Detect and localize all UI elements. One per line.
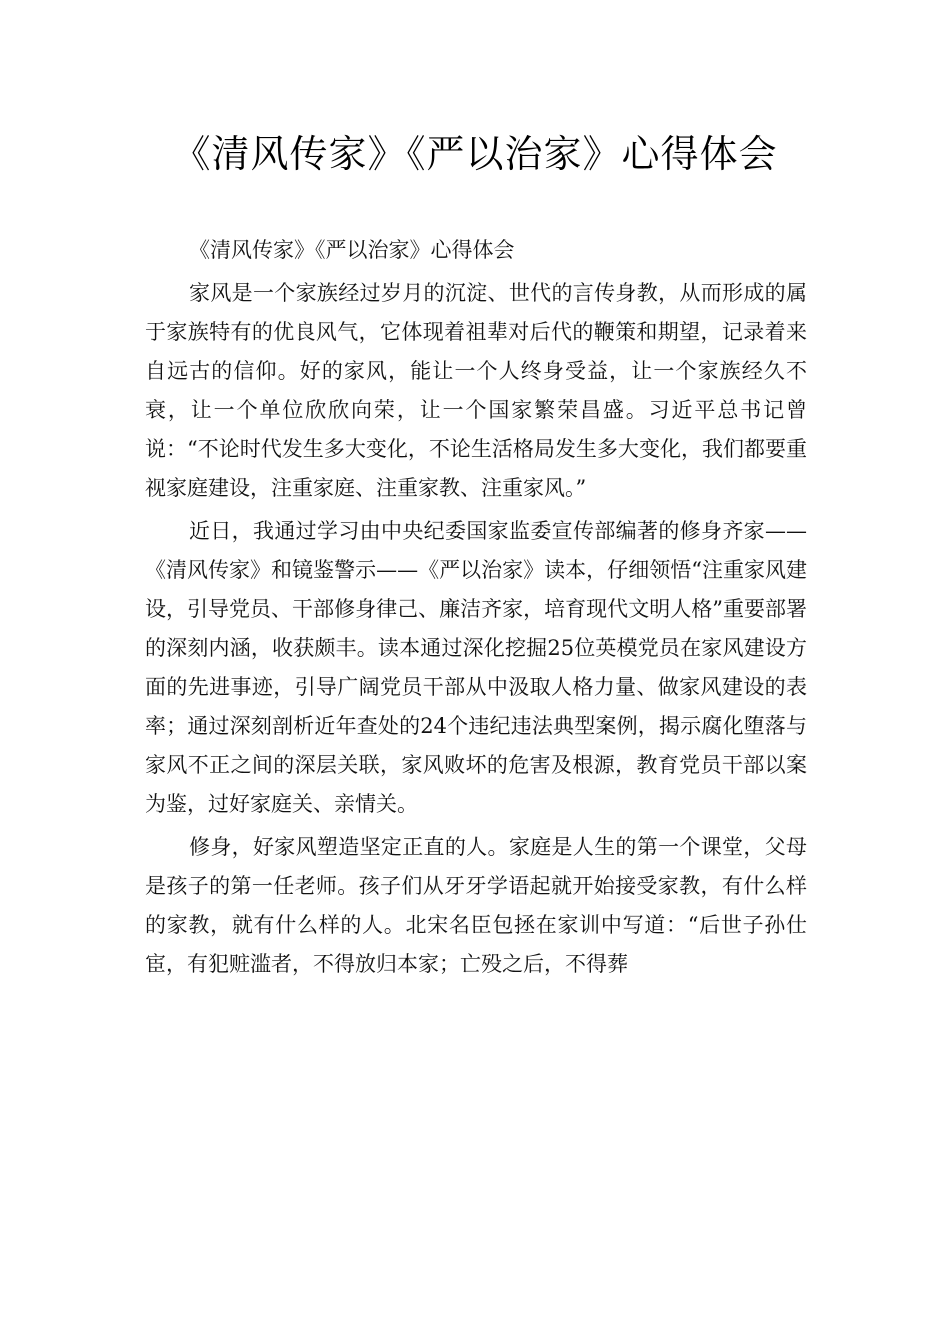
paragraph-study-readers: 近日，我通过学习由中央纪委国家监委宣传部编著的修身齐家——《清风传家》和镜鉴警示——《严以治家》读本，仔细领悟“注重家风建设，引导党员、干部修身律己、廉洁齐家，培育现代文明人格”重要部署的深刻内涵，收获颇丰。读本通过深化挖掘25位英模党员在家风建设方面的先进事迹，引导广阔党员干部从中汲取人格力量、做家风建设的表率；通过深刻剖析近年查处的24个违纪违法典型案例，揭示腐化堕落与家风不正之间的深层关联，家风败坏的危害及根源，教育党员干部以案为鉴，过好家庭关、亲情关。 xyxy=(145,519,807,816)
document-subtitle: 《清风传家》《严以治家》心得体会 xyxy=(189,238,515,262)
document-body xyxy=(145,231,807,988)
paragraph-self-cultivation: 修身，好家风塑造坚定正直的人。家庭是人生的第一个课堂，父母是孩子的第一任老师。孩子们从牙牙学语起就开始接受家教，有什么样的家教，就有什么样的人。北宋名臣包拯在家训中写道：“后世子孙仕宦，有犯赃滥者，不得放归本家；亡殁之后，不得葬 xyxy=(145,835,807,976)
paragraph-family-tradition: 家风是一个家族经过岁月的沉淀、世代的言传身教，从而形成的属于家族特有的优良风气，它体现着祖辈对后代的鞭策和期望，记录着来自远古的信仰。好的家风，能让一个人终身受益，让一个家族经久不衰，让一个单位欣欣向荣，让一个国家繁荣昌盛。习近平总书记曾说：“不论时代发生多大变化，不论生活格局发生多大变化，我们都要重视家庭建设，注重家庭、注重家教、注重家风。” xyxy=(145,281,807,500)
document-title: 《清风传家》《严以治家》心得体会 xyxy=(172,132,778,176)
